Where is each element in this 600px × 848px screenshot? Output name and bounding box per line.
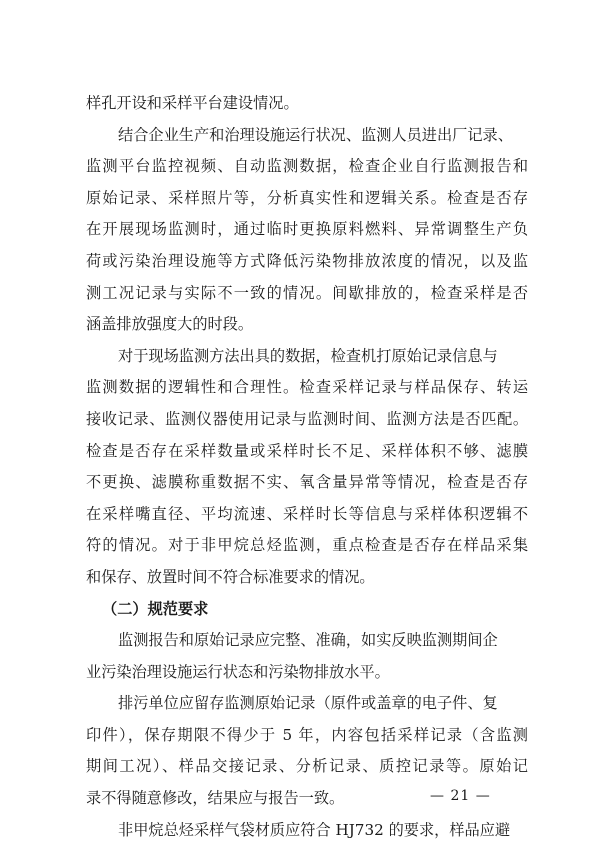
text-line: 涵盖排放强度大的时段。 <box>86 315 254 334</box>
text-line: 在采样嘴直径、平均流速、采样时长等信息与采样体积逻辑不 <box>86 504 528 523</box>
paragraph <box>86 120 528 341</box>
text-line: 结合企业生产和治理设施运行状况、监测人员进出厂记录、 <box>118 125 513 144</box>
text-line: 非甲烷总烃采样气袋材质应符合 HJ732 的要求，样品应避 <box>118 820 511 839</box>
text-line: 监测数据的逻辑性和合理性。检查采样记录与样品保存、转运 <box>86 378 528 397</box>
section-heading: （二）规范要求 <box>102 599 209 618</box>
paragraph <box>86 625 528 688</box>
text-line: 录不得随意修改，结果应与报告一致。 <box>86 789 345 808</box>
page-number: — 21 — <box>430 788 491 804</box>
paragraph <box>86 341 528 594</box>
text-line: 样孔开设和采样平台建设情况。 <box>86 94 299 112</box>
text-line: 和保存、放置时间不符合标准要求的情况。 <box>86 567 375 586</box>
text-line: 原始记录、采样照片等，分析真实性和逻辑关系。检查是否存 <box>86 188 528 207</box>
text-line: 监测平台监控视频、自动监测数据，检查企业自行监测报告和 <box>86 157 528 176</box>
text-line: 不更换、滤膜称重数据不实、氧含量异常等情况，检查是否存 <box>86 473 528 492</box>
text-line: 印件），保存期限不得少于 5 年，内容包括采样记录（含监测 <box>86 725 528 744</box>
text-line: 监测报告和原始记录应完整、准确，如实反映监测期间企 <box>118 631 498 650</box>
text-line: 荷或污染治理设施等方式降低污染物排放浓度的情况，以及监 <box>86 251 528 270</box>
text-line: 对于现场监测方法出具的数据，检查机打原始记录信息与 <box>118 346 498 365</box>
text-line: 业污染治理设施运行状态和污染物排放水平。 <box>86 662 390 681</box>
text-line: 测工况记录与实际不一致的情况。间歇排放的，检查采样是否 <box>86 283 528 302</box>
text-line: 符的情况。对于非甲烷总烃监测，重点检查是否存在样品采集 <box>86 536 528 555</box>
body-text <box>86 88 528 846</box>
text-line: 接收记录、监测仪器使用记录与监测时间、监测方法是否匹配。 <box>86 409 528 428</box>
text-line: 期间工况）、样品交接记录、分析记录、质控记录等。原始记 <box>86 757 528 776</box>
text-line: 排污单位应留存监测原始记录（原件或盖章的电子件、复 <box>118 694 498 713</box>
text-line: 在开展现场监测时，通过临时更换原料燃料、异常调整生产负 <box>86 220 528 239</box>
text-line: 检查是否存在采样数量或采样时长不足、采样体积不够、滤膜 <box>86 441 528 460</box>
